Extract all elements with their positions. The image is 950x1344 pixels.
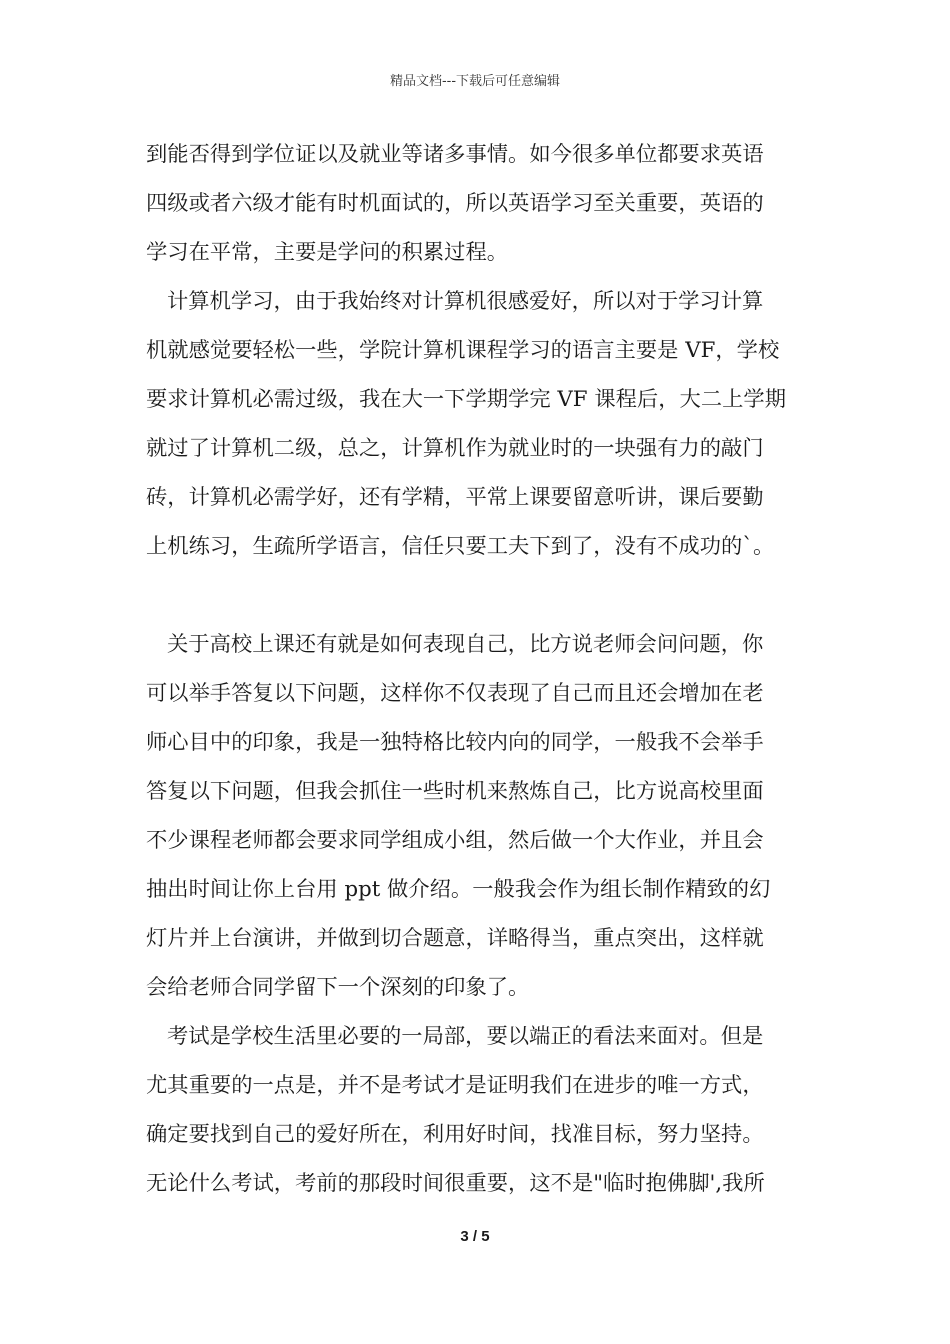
paragraph-english-study bbox=[146, 130, 810, 277]
text-line: 无论什么考试，考前的那段时间很重要，这不是"临时抱佛脚',我所 bbox=[146, 1171, 765, 1196]
text-line: 四级或者六级才能有时机面试的，所以英语学习至关重要，英语的 bbox=[146, 191, 764, 216]
text-line: 答复以下问题，但我会抓住一些时机来熬炼自己，比方说高校里面 bbox=[146, 779, 764, 804]
text-line: 上机练习，生疏所学语言，信任只要工夫下到了，没有不成功的`。 bbox=[146, 534, 775, 559]
text-line: 不少课程老师都会要求同学组成小组，然后做一个大作业，并且会 bbox=[146, 828, 764, 853]
paragraph-class-performance bbox=[146, 620, 810, 1012]
text-line: 师心目中的印象，我是一独特格比较内向的同学，一般我不会举手 bbox=[146, 730, 764, 755]
text-line: 考试是学校生活里必要的一局部，要以端正的看法来面对。但是 bbox=[167, 1024, 764, 1049]
text-line: 关于高校上课还有就是如何表现自己，比方说老师会问问题，你 bbox=[167, 632, 764, 657]
document-body bbox=[146, 130, 810, 1208]
paragraph-computer-study bbox=[146, 277, 810, 571]
text-line: 砖，计算机必需学好，还有学精，平常上课要留意听讲，课后要勤 bbox=[146, 485, 764, 510]
text-line: 灯片并上台演讲，并做到切合题意，详略得当，重点突出，这样就 bbox=[146, 926, 764, 951]
text-line: 学习在平常，主要是学问的积累过程。 bbox=[146, 240, 509, 265]
text-line: 要求计算机必需过级，我在大一下学期学完 VF 课程后，大二上学期 bbox=[146, 387, 787, 412]
text-line: 到能否得到学位证以及就业等诸多事情。如今很多单位都要求英语 bbox=[146, 142, 764, 167]
text-line: 会给老师合同学留下一个深刻的印象了。 bbox=[146, 975, 530, 1000]
text-line: 计算机学习，由于我始终对计算机很感爱好，所以对于学习计算 bbox=[167, 289, 764, 314]
text-line: 就过了计算机二级，总之，计算机作为就业时的一块强有力的敲门 bbox=[146, 436, 764, 461]
text-line: 尤其重要的一点是，并不是考试才是证明我们在进步的唯一方式， bbox=[146, 1073, 764, 1098]
text-line: 机就感觉要轻松一些，学院计算机课程学习的语言主要是 VF，学校 bbox=[146, 338, 780, 363]
text-line: 确定要找到自己的爱好所在，利用好时间，找准目标，努力坚持。 bbox=[146, 1122, 764, 1147]
page-number: 3 / 5 bbox=[460, 1228, 490, 1245]
paragraph-gap bbox=[146, 571, 810, 620]
page-header: 精品文档---下载后可任意编辑 bbox=[389, 74, 561, 89]
paragraph-exams bbox=[146, 1012, 810, 1208]
text-line: 抽出时间让你上台用 ppt 做介绍。一般我会作为组长制作精致的幻 bbox=[146, 877, 771, 902]
text-line: 可以举手答复以下问题，这样你不仅表现了自己而且还会增加在老 bbox=[146, 681, 764, 706]
